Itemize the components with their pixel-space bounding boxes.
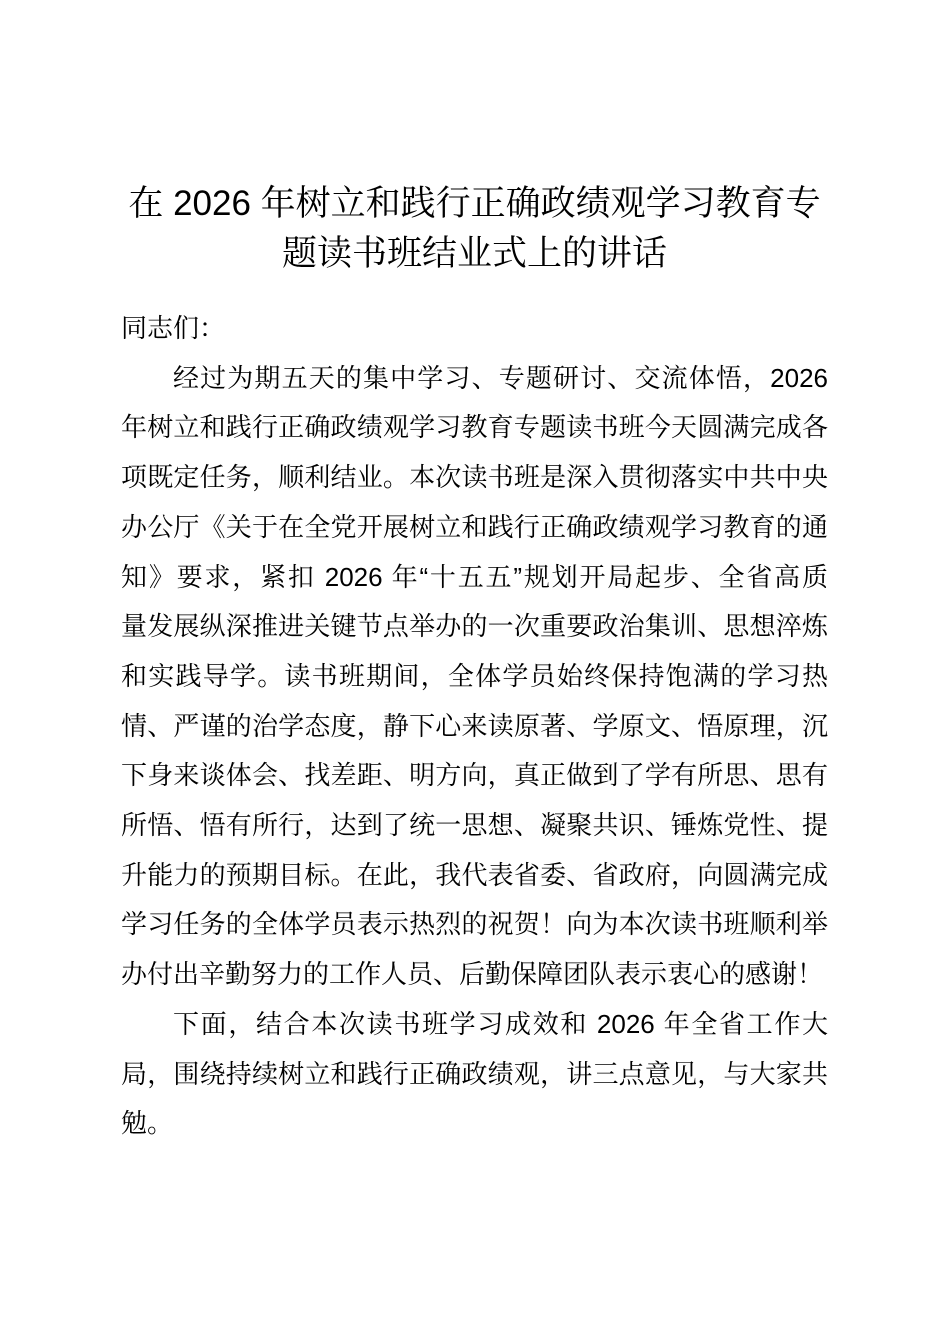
paragraph xyxy=(121,354,828,1000)
document-content xyxy=(121,0,828,1149)
text-line: 情、严谨的治学态度，静下心来读原著、学原文、悟原理，沉 xyxy=(121,710,828,741)
text-line: 下面，结合本次读书班学习成效和 2026 年全省工作大 xyxy=(173,1008,828,1039)
text-line: 下身来谈体会、找差距、明方向，真正做到了学有所思、思有 xyxy=(121,760,828,791)
text-line: 量发展纵深推进关键节点举办的一次重要政治集训、思想淬炼 xyxy=(121,611,828,642)
document-title xyxy=(121,179,828,279)
title-line: 题读书班结业式上的讲话 xyxy=(281,234,667,273)
text-line: 办公厅《关于在全党开展树立和践行正确政绩观学习教育的通 xyxy=(121,511,828,542)
text-line: 升能力的预期目标。在此，我代表省委、省政府，向圆满完成 xyxy=(121,859,828,890)
salutation-paragraph xyxy=(121,304,828,354)
text-line: 经过为期五天的集中学习、专题研讨、交流体悟，2026 xyxy=(173,362,828,393)
text-line: 所悟、悟有所行，达到了统一思想、凝聚共识、锤炼党性、提 xyxy=(121,810,828,841)
document-body xyxy=(121,304,828,1149)
salutation: 同志们： xyxy=(121,313,226,343)
text-line: 局，围绕持续树立和践行正确政绩观，讲三点意见，与大家共 xyxy=(121,1058,828,1089)
text-line: 办付出辛勤努力的工作人员、后勤保障团队表示衷心的感谢！ xyxy=(121,959,824,990)
text-line: 学习任务的全体学员表示热烈的祝贺！向为本次读书班顺利举 xyxy=(121,909,828,940)
text-line: 年树立和践行正确政绩观学习教育专题读书班今天圆满完成各 xyxy=(121,412,828,443)
text-line: 知》要求，紧扣 2026 年“十五五”规划开局起步、全省高质 xyxy=(121,561,828,592)
text-line: 和实践导学。读书班期间，全体学员始终保持饱满的学习热 xyxy=(121,660,828,691)
title-line: 在 2026 年树立和践行正确政绩观学习教育专 xyxy=(128,184,821,223)
text-line: 勉。 xyxy=(121,1108,174,1139)
text-line: 项既定任务，顺利结业。本次读书班是深入贯彻落实中共中央 xyxy=(121,462,828,493)
paragraphs-container xyxy=(121,354,828,1149)
paragraph xyxy=(121,1000,828,1149)
